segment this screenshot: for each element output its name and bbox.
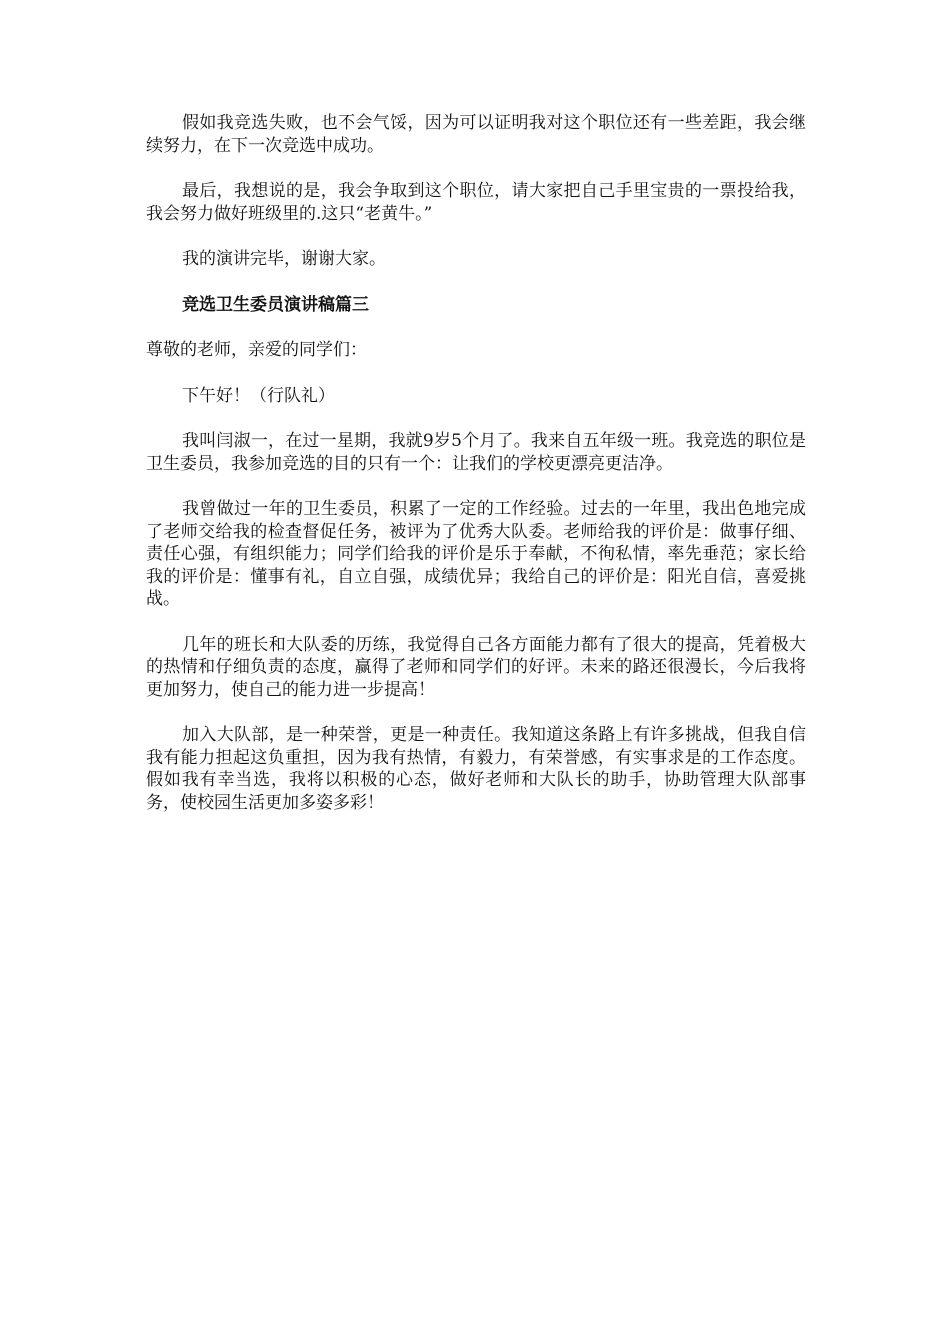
paragraph-thanks: 我的演讲完毕，谢谢大家。 [182,249,386,269]
section-title: 竞选卫生委员演讲稿篇三 [182,294,369,315]
document-body [146,112,806,837]
paragraph-experience: 我曾做过一年的卫生委员，积累了一定的工作经验。过去的一年里，我出色地完成了老师交给我的检查督促任务，被评为了优秀大队委。老师给我的评价是：做事仔细、责任心强，有组织能力；同学们给我的评价是乐于奉献，不徇私情，率先垂范；家长给我的评价是：懂事有礼，自立自强，成绩优异；我给自己的评价是：阳光自信，喜爱挑战。 [146,499,806,609]
paragraph-growth: 几年的班长和大队委的历练，我觉得自己各方面能力都有了很大的提高，凭着极大的热情和仔细负责的态度，赢得了老师和同学们的好评。未来的路还很漫长，今后我将更加努力，使自己的能力进一步提高！ [146,634,806,700]
paragraph-commitment: 加入大队部，是一种荣誉，更是一种责任。我知道这条路上有许多挑战，但我自信我有能力担起这负重担，因为我有热情，有毅力，有荣誉感，有实事求是的工作态度。假如我有幸当选，我将以积极的心态，做好老师和大队长的助手，协助管理大队部事务，使校园生活更加多姿多彩！ [146,725,806,813]
paragraph-introduction: 我叫闫淑一，在过一星期，我就9岁5个月了。我来自五年级一班。我竞选的职位是卫生委员，我参加竞选的目的只有一个：让我们的学校更漂亮更洁净。 [146,431,806,474]
salutation: 尊敬的老师，亲爱的同学们： [146,340,367,360]
paragraph-closing-appeal: 最后，我想说的是，我会争取到这个职位，请大家把自己手里宝贵的一票投给我，我会努力做好班级里的.这只“老黄牛。” [146,181,806,224]
paragraph-failure: 假如我竞选失败，也不会气馁，因为可以证明我对这个职位还有一些差距，我会继续努力，在下一次竞选中成功。 [146,113,806,156]
paragraph-greeting: 下午好！（行队礼） [182,385,335,406]
